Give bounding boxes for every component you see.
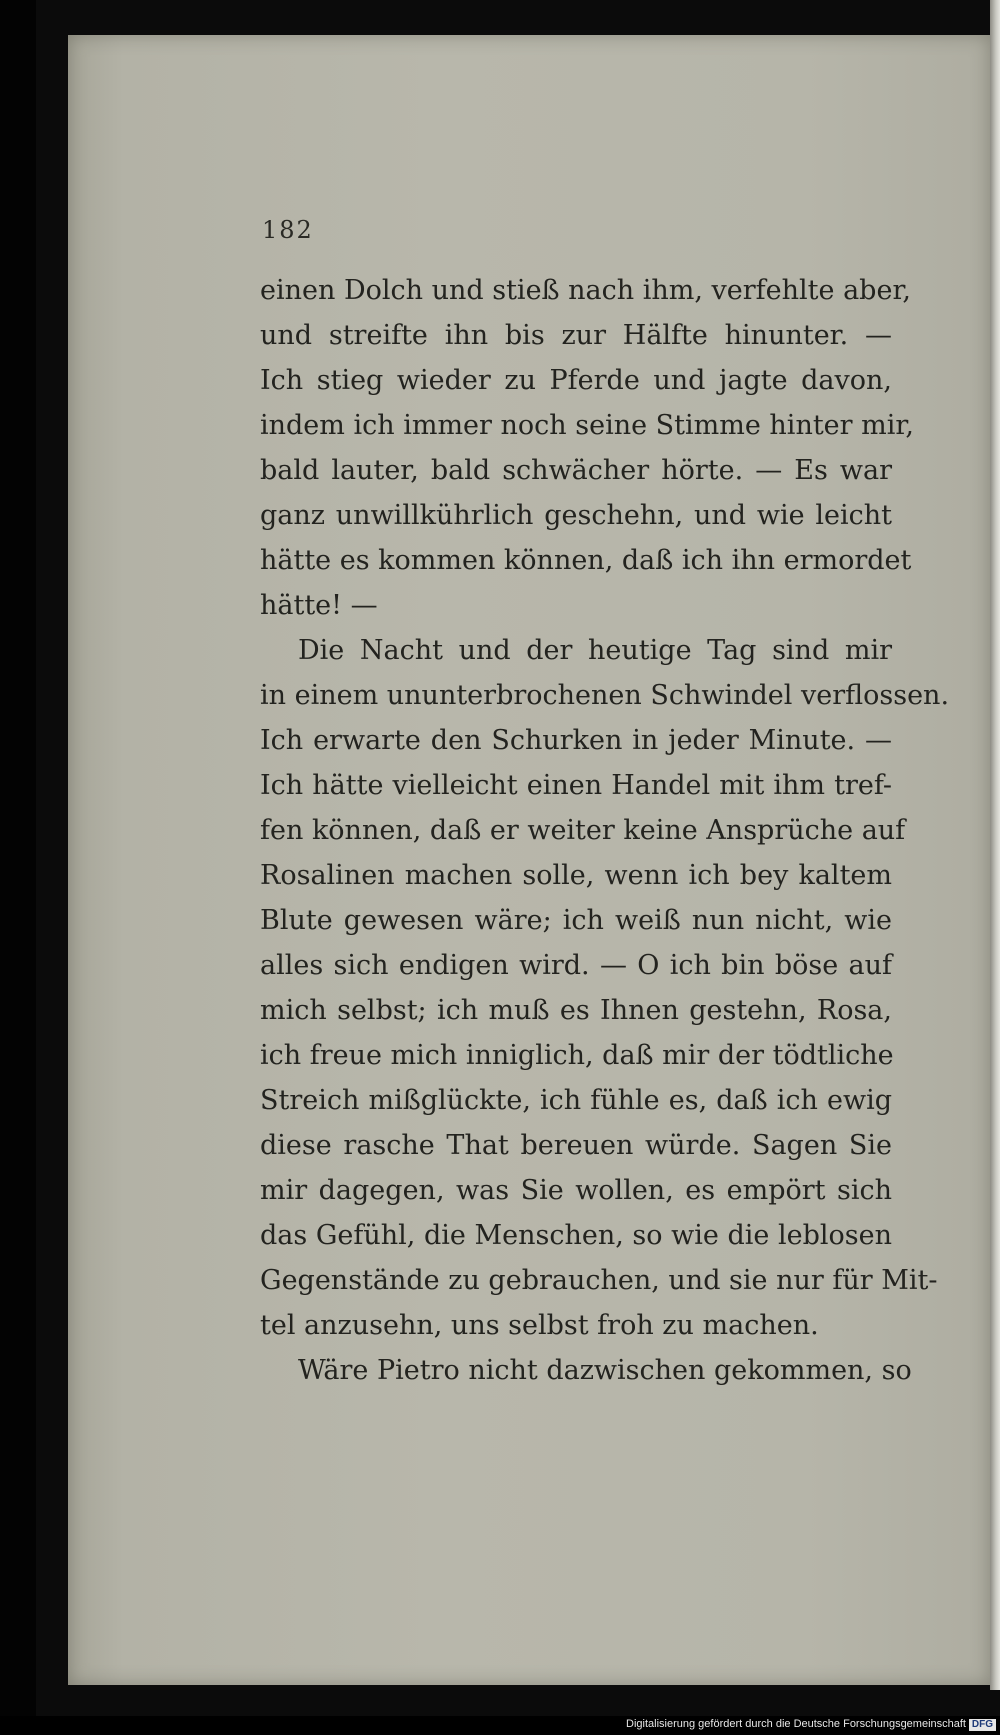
text-line: indem ich immer noch seine Stimme hinter mir, xyxy=(260,410,914,441)
digitization-credit: Digitalisierung gefördert durch die Deutsche Forschungsgemeinschaft xyxy=(626,1718,966,1730)
text-line: hätte es kommen können, daß ich ihn ermordet xyxy=(260,545,912,576)
text-line: fen können, daß er weiter keine Ansprüche auf xyxy=(260,815,906,846)
dfg-logo: DFG xyxy=(969,1719,996,1731)
text-line: hätte! — xyxy=(260,590,378,621)
text-line: mich selbst; ich muß es Ihnen gestehn, Rosa, xyxy=(260,995,892,1026)
text-line: Gegenstände zu gebrauchen, und sie nur für Mit- xyxy=(260,1265,938,1296)
text-line: Ich stieg wieder zu Pferde und jagte davon, xyxy=(260,365,892,396)
text-line: Rosalinen machen solle, wenn ich bey kaltem xyxy=(260,860,892,891)
text-line: und streifte ihn bis zur Hälfte hinunter. — xyxy=(260,320,892,351)
text-line: in einem ununterbrochenen Schwindel verflossen. xyxy=(260,680,950,711)
text-line: Die Nacht und der heutige Tag sind mir xyxy=(298,635,892,666)
text-line: Ich erwarte den Schurken in jeder Minute. — xyxy=(260,725,892,756)
text-line: bald lauter, bald schwächer hörte. — Es war xyxy=(260,455,892,486)
text-line: Wäre Pietro nicht dazwischen gekommen, so xyxy=(298,1355,912,1386)
page-body-text xyxy=(260,268,950,1393)
page-edge xyxy=(990,0,1000,1690)
text-line: ich freue mich inniglich, daß mir der tödtliche xyxy=(260,1040,894,1071)
text-line: tel anzusehn, uns selbst froh zu machen. xyxy=(260,1310,819,1341)
text-line: ganz unwillkührlich geschehn, und wie leicht xyxy=(260,500,892,531)
text-line: mir dagegen, was Sie wollen, es empört sich xyxy=(260,1175,892,1206)
scan-background-left xyxy=(0,0,36,1735)
text-line: Streich mißglückte, ich fühle es, daß ich ewig xyxy=(260,1085,892,1116)
text-line: einen Dolch und stieß nach ihm, verfehlte aber, xyxy=(260,275,911,306)
text-line: diese rasche That bereuen würde. Sagen Sie xyxy=(260,1130,892,1161)
text-line: Blute gewesen wäre; ich weiß nun nicht, wie xyxy=(260,905,892,936)
page-number: 182 xyxy=(262,216,314,244)
text-line: das Gefühl, die Menschen, so wie die leblosen xyxy=(260,1220,892,1251)
text-line: Ich hätte vielleicht einen Handel mit ihm tref- xyxy=(260,770,892,801)
text-line: alles sich endigen wird. — O ich bin böse auf xyxy=(260,950,892,981)
